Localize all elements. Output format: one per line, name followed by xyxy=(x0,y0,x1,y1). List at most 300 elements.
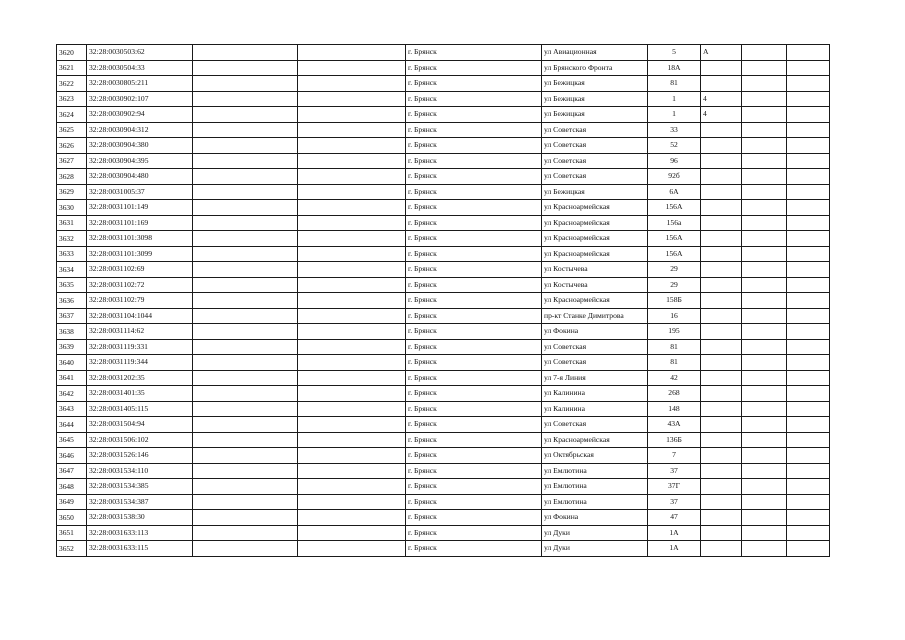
house-number-cell: 33 xyxy=(648,122,701,138)
city-cell: г. Брянск xyxy=(406,76,542,92)
empty-cell xyxy=(787,122,830,138)
table-row xyxy=(57,479,830,495)
empty-cell xyxy=(193,215,298,231)
empty-cell xyxy=(787,308,830,324)
cadastral-number-cell: 32:28:0030902:94 xyxy=(87,107,193,123)
table-row xyxy=(57,76,830,92)
empty-cell xyxy=(298,215,406,231)
building-cell xyxy=(701,463,742,479)
city-cell: г. Брянск xyxy=(406,184,542,200)
house-number-cell: 29 xyxy=(648,277,701,293)
empty-cell xyxy=(193,308,298,324)
empty-cell xyxy=(787,262,830,278)
table-row xyxy=(57,60,830,76)
building-cell xyxy=(701,215,742,231)
empty-cell xyxy=(193,355,298,371)
row-number-cell: 3644 xyxy=(57,417,87,433)
street-cell: ул Красноармейская xyxy=(542,231,648,247)
street-cell: ул Бежицкая xyxy=(542,76,648,92)
building-cell: 4 xyxy=(701,107,742,123)
building-cell xyxy=(701,541,742,557)
empty-cell xyxy=(193,293,298,309)
street-cell: ул Бежицкая xyxy=(542,107,648,123)
empty-cell xyxy=(298,184,406,200)
empty-cell xyxy=(298,231,406,247)
row-number-cell: 3631 xyxy=(57,215,87,231)
empty-cell xyxy=(298,510,406,526)
empty-cell xyxy=(787,153,830,169)
empty-cell xyxy=(742,463,787,479)
empty-cell xyxy=(787,510,830,526)
building-cell xyxy=(701,262,742,278)
cadastral-number-cell: 32:28:0030805:211 xyxy=(87,76,193,92)
street-cell: ул Калинина xyxy=(542,401,648,417)
empty-cell xyxy=(193,184,298,200)
building-cell xyxy=(701,386,742,402)
empty-cell xyxy=(742,324,787,340)
building-cell xyxy=(701,448,742,464)
empty-cell xyxy=(787,231,830,247)
house-number-cell: 158Б xyxy=(648,293,701,309)
empty-cell xyxy=(193,541,298,557)
street-cell: ул Советская xyxy=(542,355,648,371)
table-row xyxy=(57,324,830,340)
city-cell: г. Брянск xyxy=(406,231,542,247)
street-cell: ул Авиационная xyxy=(542,45,648,61)
empty-cell xyxy=(193,277,298,293)
building-cell xyxy=(701,432,742,448)
empty-cell xyxy=(742,479,787,495)
city-cell: г. Брянск xyxy=(406,510,542,526)
row-number-cell: 3647 xyxy=(57,463,87,479)
empty-cell xyxy=(298,417,406,433)
empty-cell xyxy=(298,246,406,262)
cadastral-number-cell: 32:28:0030504:33 xyxy=(87,60,193,76)
table-row xyxy=(57,339,830,355)
row-number-cell: 3624 xyxy=(57,107,87,123)
registry-body xyxy=(57,45,830,557)
city-cell: г. Брянск xyxy=(406,122,542,138)
house-number-cell: 156а xyxy=(648,215,701,231)
building-cell xyxy=(701,479,742,495)
building-cell xyxy=(701,324,742,340)
cadastral-number-cell: 32:28:0031405:115 xyxy=(87,401,193,417)
empty-cell xyxy=(298,448,406,464)
empty-cell xyxy=(787,448,830,464)
street-cell: ул Октябрьская xyxy=(542,448,648,464)
city-cell: г. Брянск xyxy=(406,277,542,293)
empty-cell xyxy=(193,45,298,61)
cadastral-number-cell: 32:28:0030904:480 xyxy=(87,169,193,185)
empty-cell xyxy=(787,324,830,340)
empty-cell xyxy=(193,525,298,541)
city-cell: г. Брянск xyxy=(406,370,542,386)
empty-cell xyxy=(787,277,830,293)
house-number-cell: 156А xyxy=(648,231,701,247)
city-cell: г. Брянск xyxy=(406,432,542,448)
empty-cell xyxy=(742,200,787,216)
city-cell: г. Брянск xyxy=(406,107,542,123)
cadastral-number-cell: 32:28:0031534:110 xyxy=(87,463,193,479)
empty-cell xyxy=(742,401,787,417)
table-row xyxy=(57,277,830,293)
empty-cell xyxy=(193,107,298,123)
empty-cell xyxy=(742,510,787,526)
empty-cell xyxy=(742,122,787,138)
empty-cell xyxy=(298,370,406,386)
row-number-cell: 3620 xyxy=(57,45,87,61)
city-cell: г. Брянск xyxy=(406,324,542,340)
building-cell xyxy=(701,76,742,92)
building-cell: 4 xyxy=(701,91,742,107)
empty-cell xyxy=(787,355,830,371)
city-cell: г. Брянск xyxy=(406,169,542,185)
table-row xyxy=(57,525,830,541)
table-row xyxy=(57,262,830,278)
empty-cell xyxy=(787,479,830,495)
cadastral-number-cell: 32:28:0031101:3098 xyxy=(87,231,193,247)
empty-cell xyxy=(742,432,787,448)
city-cell: г. Брянск xyxy=(406,153,542,169)
row-number-cell: 3636 xyxy=(57,293,87,309)
empty-cell xyxy=(193,231,298,247)
cadastral-number-cell: 32:28:0031504:94 xyxy=(87,417,193,433)
cadastral-number-cell: 32:28:0031506:102 xyxy=(87,432,193,448)
cadastral-number-cell: 32:28:0031101:149 xyxy=(87,200,193,216)
street-cell: ул Дуки xyxy=(542,541,648,557)
empty-cell xyxy=(742,45,787,61)
table-row xyxy=(57,138,830,154)
house-number-cell: 29 xyxy=(648,262,701,278)
table-row xyxy=(57,448,830,464)
empty-cell xyxy=(193,138,298,154)
city-cell: г. Брянск xyxy=(406,293,542,309)
house-number-cell: 81 xyxy=(648,339,701,355)
empty-cell xyxy=(742,308,787,324)
building-cell xyxy=(701,293,742,309)
city-cell: г. Брянск xyxy=(406,463,542,479)
house-number-cell: 156А xyxy=(648,246,701,262)
table-row xyxy=(57,355,830,371)
empty-cell xyxy=(742,107,787,123)
house-number-cell: 42 xyxy=(648,370,701,386)
empty-cell xyxy=(787,401,830,417)
street-cell: ул Дуки xyxy=(542,525,648,541)
empty-cell xyxy=(193,479,298,495)
row-number-cell: 3621 xyxy=(57,60,87,76)
row-number-cell: 3652 xyxy=(57,541,87,557)
building-cell xyxy=(701,277,742,293)
building-cell xyxy=(701,246,742,262)
empty-cell xyxy=(298,293,406,309)
table-row xyxy=(57,293,830,309)
empty-cell xyxy=(193,324,298,340)
row-number-cell: 3626 xyxy=(57,138,87,154)
empty-cell xyxy=(742,76,787,92)
cadastral-number-cell: 32:28:0031202:35 xyxy=(87,370,193,386)
building-cell xyxy=(701,510,742,526)
empty-cell xyxy=(193,91,298,107)
empty-cell xyxy=(787,293,830,309)
row-number-cell: 3649 xyxy=(57,494,87,510)
city-cell: г. Брянск xyxy=(406,308,542,324)
table-row xyxy=(57,510,830,526)
empty-cell xyxy=(787,215,830,231)
house-number-cell: 148 xyxy=(648,401,701,417)
empty-cell xyxy=(298,277,406,293)
building-cell xyxy=(701,138,742,154)
empty-cell xyxy=(742,246,787,262)
city-cell: г. Брянск xyxy=(406,448,542,464)
house-number-cell: 1А xyxy=(648,525,701,541)
empty-cell xyxy=(193,246,298,262)
city-cell: г. Брянск xyxy=(406,541,542,557)
empty-cell xyxy=(787,169,830,185)
empty-cell xyxy=(742,262,787,278)
table-row xyxy=(57,494,830,510)
document-page xyxy=(56,44,830,557)
empty-cell xyxy=(193,432,298,448)
cadastral-number-cell: 32:28:0030904:395 xyxy=(87,153,193,169)
empty-cell xyxy=(787,386,830,402)
street-cell: ул Фокина xyxy=(542,510,648,526)
row-number-cell: 3642 xyxy=(57,386,87,402)
empty-cell xyxy=(787,370,830,386)
cadastral-number-cell: 32:28:0031102:69 xyxy=(87,262,193,278)
house-number-cell: 195 xyxy=(648,324,701,340)
empty-cell xyxy=(787,91,830,107)
empty-cell xyxy=(193,463,298,479)
empty-cell xyxy=(787,184,830,200)
cadastral-number-cell: 32:28:0031401:35 xyxy=(87,386,193,402)
empty-cell xyxy=(742,91,787,107)
empty-cell xyxy=(298,153,406,169)
empty-cell xyxy=(787,432,830,448)
table-row xyxy=(57,91,830,107)
house-number-cell: 37 xyxy=(648,463,701,479)
building-cell xyxy=(701,494,742,510)
empty-cell xyxy=(298,308,406,324)
building-cell xyxy=(701,308,742,324)
table-row xyxy=(57,370,830,386)
table-row xyxy=(57,246,830,262)
city-cell: г. Брянск xyxy=(406,339,542,355)
street-cell: ул Советская xyxy=(542,138,648,154)
empty-cell xyxy=(787,76,830,92)
city-cell: г. Брянск xyxy=(406,525,542,541)
empty-cell xyxy=(193,448,298,464)
street-cell: ул Емлютина xyxy=(542,494,648,510)
empty-cell xyxy=(298,386,406,402)
street-cell: ул Бежицкая xyxy=(542,184,648,200)
row-number-cell: 3629 xyxy=(57,184,87,200)
empty-cell xyxy=(742,386,787,402)
row-number-cell: 3640 xyxy=(57,355,87,371)
street-cell: ул Красноармейская xyxy=(542,246,648,262)
empty-cell xyxy=(742,293,787,309)
cadastral-number-cell: 32:28:0031633:115 xyxy=(87,541,193,557)
building-cell: А xyxy=(701,45,742,61)
table-row xyxy=(57,107,830,123)
city-cell: г. Брянск xyxy=(406,355,542,371)
row-number-cell: 3645 xyxy=(57,432,87,448)
empty-cell xyxy=(298,200,406,216)
empty-cell xyxy=(742,153,787,169)
empty-cell xyxy=(193,76,298,92)
empty-cell xyxy=(742,541,787,557)
house-number-cell: 16 xyxy=(648,308,701,324)
cadastral-number-cell: 32:28:0031101:3099 xyxy=(87,246,193,262)
row-number-cell: 3638 xyxy=(57,324,87,340)
building-cell xyxy=(701,525,742,541)
empty-cell xyxy=(742,60,787,76)
house-number-cell: 92б xyxy=(648,169,701,185)
row-number-cell: 3639 xyxy=(57,339,87,355)
street-cell: ул Советская xyxy=(542,169,648,185)
empty-cell xyxy=(787,60,830,76)
cadastral-number-cell: 32:28:0031633:113 xyxy=(87,525,193,541)
row-number-cell: 3637 xyxy=(57,308,87,324)
house-number-cell: 268 xyxy=(648,386,701,402)
row-number-cell: 3641 xyxy=(57,370,87,386)
table-row xyxy=(57,401,830,417)
empty-cell xyxy=(193,494,298,510)
empty-cell xyxy=(298,91,406,107)
empty-cell xyxy=(193,122,298,138)
empty-cell xyxy=(193,262,298,278)
empty-cell xyxy=(298,463,406,479)
empty-cell xyxy=(298,355,406,371)
house-number-cell: 81 xyxy=(648,76,701,92)
house-number-cell: 52 xyxy=(648,138,701,154)
empty-cell xyxy=(298,60,406,76)
empty-cell xyxy=(787,138,830,154)
building-cell xyxy=(701,401,742,417)
row-number-cell: 3633 xyxy=(57,246,87,262)
empty-cell xyxy=(193,510,298,526)
row-number-cell: 3648 xyxy=(57,479,87,495)
empty-cell xyxy=(298,432,406,448)
cadastral-number-cell: 32:28:0031005:37 xyxy=(87,184,193,200)
building-cell xyxy=(701,417,742,433)
building-cell xyxy=(701,122,742,138)
table-row xyxy=(57,169,830,185)
street-cell: ул Советская xyxy=(542,417,648,433)
row-number-cell: 3622 xyxy=(57,76,87,92)
city-cell: г. Брянск xyxy=(406,215,542,231)
empty-cell xyxy=(193,339,298,355)
empty-cell xyxy=(787,246,830,262)
table-row xyxy=(57,184,830,200)
row-number-cell: 3650 xyxy=(57,510,87,526)
city-cell: г. Брянск xyxy=(406,386,542,402)
house-number-cell: 96 xyxy=(648,153,701,169)
row-number-cell: 3630 xyxy=(57,200,87,216)
building-cell xyxy=(701,169,742,185)
empty-cell xyxy=(193,386,298,402)
empty-cell xyxy=(787,541,830,557)
cadastral-number-cell: 32:28:0031534:385 xyxy=(87,479,193,495)
cadastral-number-cell: 32:28:0031526:146 xyxy=(87,448,193,464)
empty-cell xyxy=(298,76,406,92)
empty-cell xyxy=(742,231,787,247)
empty-cell xyxy=(298,541,406,557)
table-row xyxy=(57,231,830,247)
empty-cell xyxy=(298,169,406,185)
city-cell: г. Брянск xyxy=(406,262,542,278)
row-number-cell: 3643 xyxy=(57,401,87,417)
city-cell: г. Брянск xyxy=(406,200,542,216)
empty-cell xyxy=(193,370,298,386)
empty-cell xyxy=(742,277,787,293)
building-cell xyxy=(701,231,742,247)
house-number-cell: 47 xyxy=(648,510,701,526)
empty-cell xyxy=(742,215,787,231)
table-row xyxy=(57,215,830,231)
row-number-cell: 3634 xyxy=(57,262,87,278)
empty-cell xyxy=(787,107,830,123)
city-cell: г. Брянск xyxy=(406,246,542,262)
empty-cell xyxy=(742,169,787,185)
row-number-cell: 3632 xyxy=(57,231,87,247)
empty-cell xyxy=(787,339,830,355)
house-number-cell: 156А xyxy=(648,200,701,216)
street-cell: ул Емлютина xyxy=(542,479,648,495)
house-number-cell: 5 xyxy=(648,45,701,61)
empty-cell xyxy=(298,494,406,510)
row-number-cell: 3628 xyxy=(57,169,87,185)
city-cell: г. Брянск xyxy=(406,60,542,76)
city-cell: г. Брянск xyxy=(406,417,542,433)
empty-cell xyxy=(193,169,298,185)
table-row xyxy=(57,308,830,324)
city-cell: г. Брянск xyxy=(406,138,542,154)
street-cell: ул Костычева xyxy=(542,277,648,293)
empty-cell xyxy=(742,525,787,541)
empty-cell xyxy=(787,463,830,479)
street-cell: ул Советская xyxy=(542,339,648,355)
empty-cell xyxy=(298,122,406,138)
street-cell: ул Красноармейская xyxy=(542,215,648,231)
row-number-cell: 3627 xyxy=(57,153,87,169)
table-row xyxy=(57,386,830,402)
table-row xyxy=(57,463,830,479)
empty-cell xyxy=(298,525,406,541)
building-cell xyxy=(701,339,742,355)
empty-cell xyxy=(787,45,830,61)
empty-cell xyxy=(787,417,830,433)
building-cell xyxy=(701,200,742,216)
street-cell: ул Брянского Фронта xyxy=(542,60,648,76)
empty-cell xyxy=(298,324,406,340)
empty-cell xyxy=(787,494,830,510)
building-cell xyxy=(701,153,742,169)
empty-cell xyxy=(298,262,406,278)
street-cell: ул Красноармейская xyxy=(542,432,648,448)
cadastral-number-cell: 32:28:0030904:312 xyxy=(87,122,193,138)
row-number-cell: 3646 xyxy=(57,448,87,464)
row-number-cell: 3625 xyxy=(57,122,87,138)
house-number-cell: 1 xyxy=(648,107,701,123)
table-row xyxy=(57,541,830,557)
cadastral-number-cell: 32:28:0031538:30 xyxy=(87,510,193,526)
row-number-cell: 3651 xyxy=(57,525,87,541)
house-number-cell: 6А xyxy=(648,184,701,200)
city-cell: г. Брянск xyxy=(406,45,542,61)
building-cell xyxy=(701,184,742,200)
cadastral-number-cell: 32:28:0030503:62 xyxy=(87,45,193,61)
building-cell xyxy=(701,60,742,76)
